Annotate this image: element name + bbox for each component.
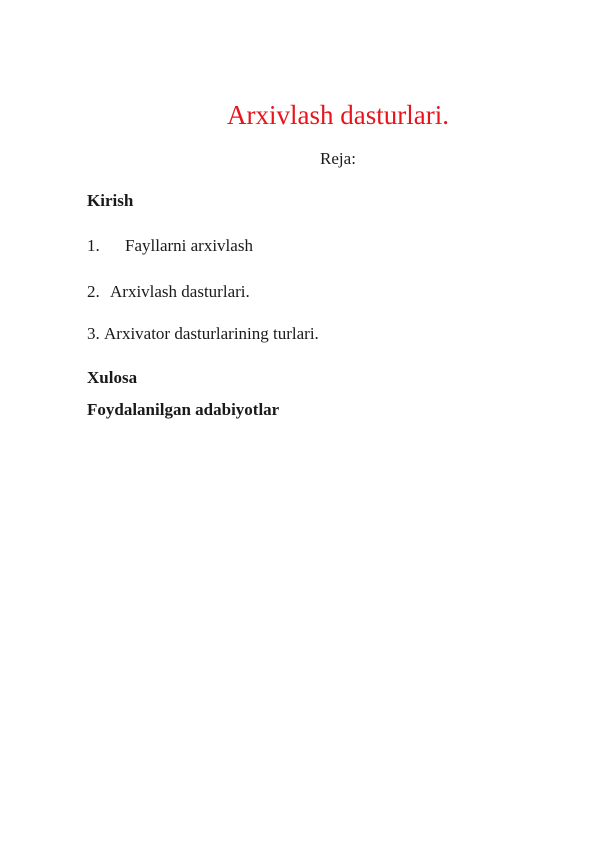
page-title: Arxivlash dasturlari. xyxy=(227,100,449,130)
list-item-text: Fayllarni arxivlash xyxy=(125,236,253,255)
list-item xyxy=(87,322,319,346)
intro-heading: Kirish xyxy=(87,191,134,210)
references-heading: Foydalanilgan adabiyotlar xyxy=(87,400,280,419)
list-item xyxy=(87,280,250,304)
conclusion-heading: Xulosa xyxy=(87,368,138,387)
list-item-text: Arxivator dasturlarining turlari. xyxy=(104,324,319,343)
list-item-text: Arxivlash dasturlari. xyxy=(110,282,250,301)
list-item-number: 1. xyxy=(87,236,100,255)
list-item-number: 3. xyxy=(87,324,100,343)
list-item xyxy=(87,234,253,258)
plan-heading: Reja: xyxy=(320,149,356,168)
list-item-number: 2. xyxy=(87,282,100,301)
